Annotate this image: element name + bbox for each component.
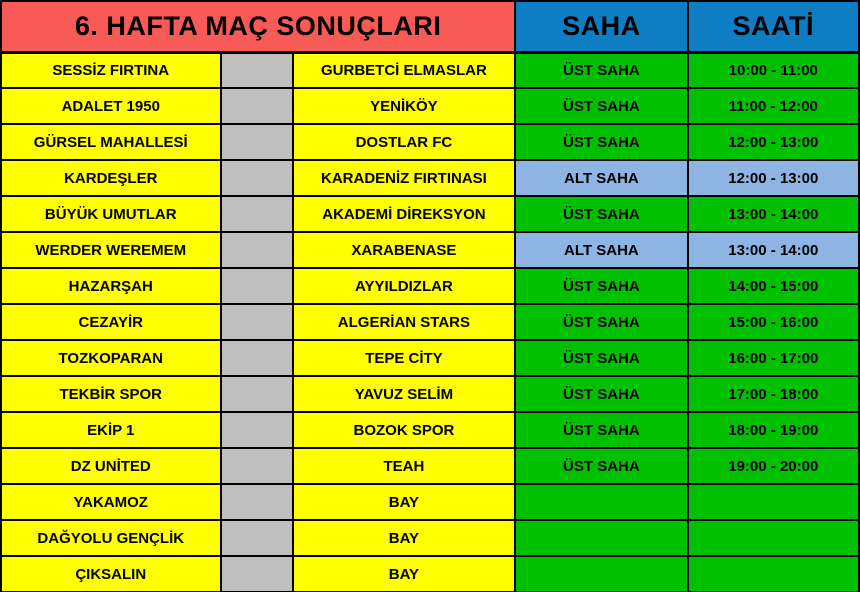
away-team-cell: GURBETCİ ELMASLAR (293, 52, 516, 88)
home-team-cell: EKİP 1 (1, 412, 221, 448)
field-cell: ÜST SAHA (515, 268, 687, 304)
away-team-cell: YAVUZ SELİM (293, 376, 516, 412)
away-team-cell: BAY (293, 556, 516, 592)
field-cell: ÜST SAHA (515, 448, 687, 484)
separator-cell (221, 88, 293, 124)
time-cell: 15:00 - 16:00 (688, 304, 859, 340)
home-team-cell: HAZARŞAH (1, 268, 221, 304)
away-team-cell: BAY (293, 484, 516, 520)
match-row (1, 448, 859, 484)
separator-cell (221, 520, 293, 556)
field-cell (515, 520, 687, 556)
time-cell: 19:00 - 20:00 (688, 448, 859, 484)
field-cell: ALT SAHA (515, 160, 687, 196)
home-team-cell: TOZKOPARAN (1, 340, 221, 376)
separator-cell (221, 232, 293, 268)
time-cell: 18:00 - 19:00 (688, 412, 859, 448)
away-team-cell: BOZOK SPOR (293, 412, 516, 448)
header-row (1, 1, 859, 52)
separator-cell (221, 340, 293, 376)
match-row (1, 160, 859, 196)
home-team-cell: ÇIKSALIN (1, 556, 221, 592)
field-cell (515, 484, 687, 520)
home-team-cell: BÜYÜK UMUTLAR (1, 196, 221, 232)
home-team-cell: GÜRSEL MAHALLESİ (1, 124, 221, 160)
match-row (1, 484, 859, 520)
away-team-cell: KARADENİZ FIRTINASI (293, 160, 516, 196)
home-team-cell: SESSİZ FIRTINA (1, 52, 221, 88)
match-row (1, 88, 859, 124)
match-row (1, 52, 859, 88)
time-cell: 17:00 - 18:00 (688, 376, 859, 412)
match-row (1, 376, 859, 412)
home-team-cell: CEZAYİR (1, 304, 221, 340)
field-cell: ÜST SAHA (515, 52, 687, 88)
field-cell: ALT SAHA (515, 232, 687, 268)
field-cell: ÜST SAHA (515, 340, 687, 376)
match-row (1, 124, 859, 160)
away-team-cell: XARABENASE (293, 232, 516, 268)
field-cell: ÜST SAHA (515, 412, 687, 448)
time-cell: 11:00 - 12:00 (688, 88, 859, 124)
time-cell: 10:00 - 11:00 (688, 52, 859, 88)
away-team-cell: AYYILDIZLAR (293, 268, 516, 304)
home-team-cell: TEKBİR SPOR (1, 376, 221, 412)
field-cell: ÜST SAHA (515, 304, 687, 340)
time-cell: 13:00 - 14:00 (688, 196, 859, 232)
time-cell: 14:00 - 15:00 (688, 268, 859, 304)
home-team-cell: ADALET 1950 (1, 88, 221, 124)
home-team-cell: DZ UNİTED (1, 448, 221, 484)
field-cell: ÜST SAHA (515, 376, 687, 412)
away-team-cell: YENİKÖY (293, 88, 516, 124)
away-team-cell: TEAH (293, 448, 516, 484)
separator-cell (221, 484, 293, 520)
match-row (1, 340, 859, 376)
field-cell: ÜST SAHA (515, 196, 687, 232)
away-team-cell: TEPE CİTY (293, 340, 516, 376)
separator-cell (221, 376, 293, 412)
home-team-cell: WERDER WEREMEM (1, 232, 221, 268)
field-cell (515, 556, 687, 592)
separator-cell (221, 160, 293, 196)
time-cell: 12:00 - 13:00 (688, 160, 859, 196)
away-team-cell: DOSTLAR FC (293, 124, 516, 160)
match-row (1, 232, 859, 268)
column-header-saati: SAATİ (688, 1, 859, 52)
match-row (1, 304, 859, 340)
time-cell: 13:00 - 14:00 (688, 232, 859, 268)
home-team-cell: DAĞYOLU GENÇLİK (1, 520, 221, 556)
time-cell (688, 556, 859, 592)
match-row (1, 268, 859, 304)
time-cell: 12:00 - 13:00 (688, 124, 859, 160)
away-team-cell: ALGERİAN STARS (293, 304, 516, 340)
page-title: 6. HAFTA MAÇ SONUÇLARI (1, 1, 515, 52)
separator-cell (221, 268, 293, 304)
separator-cell (221, 412, 293, 448)
separator-cell (221, 448, 293, 484)
match-row (1, 556, 859, 592)
match-row (1, 196, 859, 232)
match-row (1, 412, 859, 448)
time-cell (688, 484, 859, 520)
home-team-cell: KARDEŞLER (1, 160, 221, 196)
column-header-saha: SAHA (515, 1, 687, 52)
separator-cell (221, 304, 293, 340)
time-cell: 16:00 - 17:00 (688, 340, 859, 376)
field-cell: ÜST SAHA (515, 88, 687, 124)
separator-cell (221, 52, 293, 88)
match-row (1, 520, 859, 556)
time-cell (688, 520, 859, 556)
field-cell: ÜST SAHA (515, 124, 687, 160)
separator-cell (221, 556, 293, 592)
separator-cell (221, 196, 293, 232)
away-team-cell: BAY (293, 520, 516, 556)
away-team-cell: AKADEMİ DİREKSYON (293, 196, 516, 232)
home-team-cell: YAKAMOZ (1, 484, 221, 520)
separator-cell (221, 124, 293, 160)
